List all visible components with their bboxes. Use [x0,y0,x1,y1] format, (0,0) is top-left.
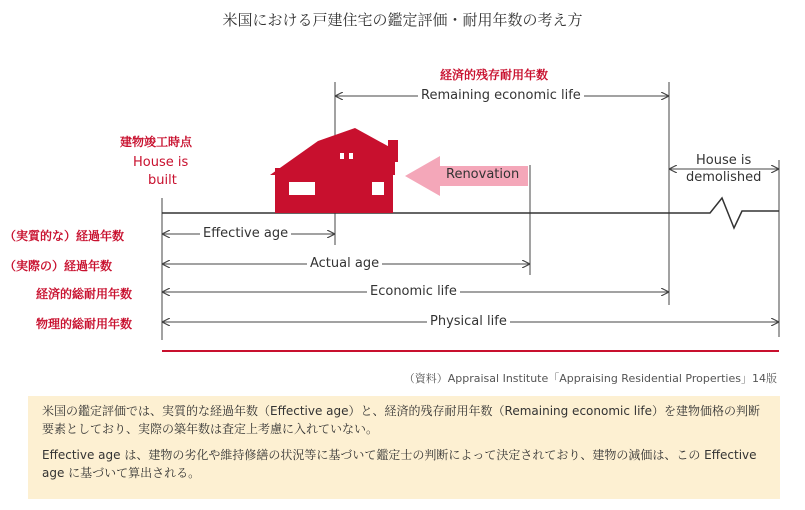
explanation-paragraph-2: Effective age は、建物の劣化や維持修繕の状況等に基づいて鑑定士の判断によって決定されており、建物の減価は、この Effective age に基づいて算出される。 [42,448,757,480]
built-en-label-1: House is [133,155,189,170]
built-en-label-2: built [148,173,177,188]
source-citation: （資料）Appraisal Institute「Appraising Residential Properties」14版 [403,372,777,385]
row-label-physical-life: 物理的総耐用年数 [36,317,133,331]
house-icon [270,128,398,213]
remaining-life-en-label: Remaining economic life [418,88,584,103]
demolished-label-2: demolished [686,170,762,185]
row-label-actual-age: （実際の）経過年数 [4,259,113,273]
demolished-label-1: House is [696,153,752,168]
economic-life-label: Economic life [367,284,460,299]
row-label-effective-age: （実質的な）経過年数 [4,229,125,243]
renovation-label: Renovation [446,167,520,182]
page-title: 米国における戸建住宅の鑑定評価・耐用年数の考え方 [222,11,583,29]
built-jp-label: 建物竣工時点 [120,135,193,149]
remaining-life-jp-label: 経済的残存耐用年数 [440,68,549,82]
effective-age-label: Effective age [200,226,291,241]
ground-line [162,198,779,228]
row-label-economic-life: 経済的総耐用年数 [36,287,133,301]
explanation-box [28,396,780,499]
explanation-paragraph-1: 米国の鑑定評価では、実質的な経過年数（Effective age）と、経済的残存耐用年数（Remaining economic life）を建物価格の判断要素としており、実際の築年数は査定上考慮に入れていない。 [42,404,761,436]
actual-age-label: Actual age [307,256,382,271]
physical-life-label: Physical life [427,314,510,329]
